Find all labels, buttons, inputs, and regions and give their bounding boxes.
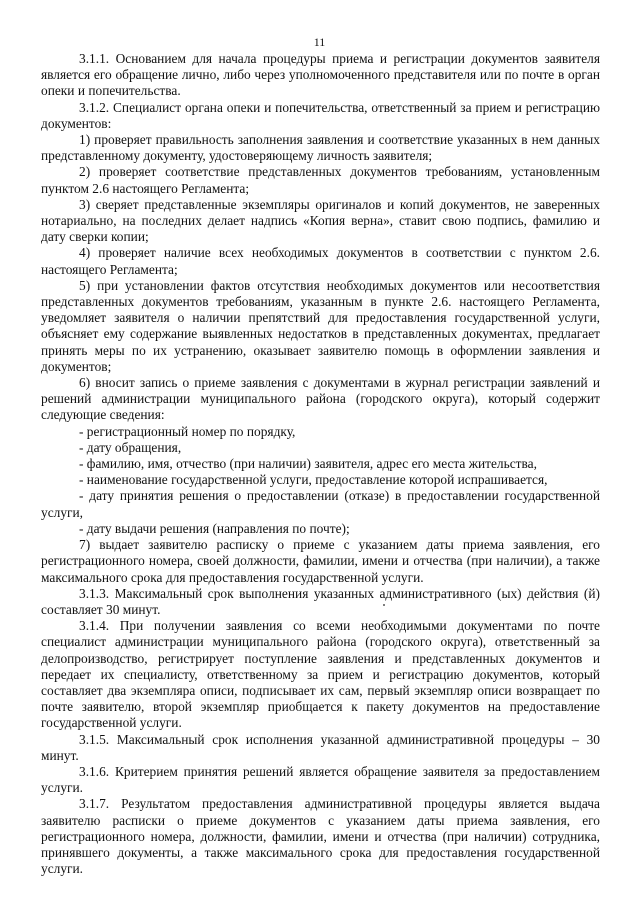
list-item-4: 4) проверяет наличие всех необходимых документов в соответствии с пунктом 2.6. настоящего Регламента; — [41, 245, 600, 277]
paragraph-3-1-2: 3.1.2. Специалист органа опеки и попечительства, ответственный за прием и регистрацию документов: — [41, 99, 600, 131]
list-item-5: 5) при установлении фактов отсутствия необходимых документов или несоответствия представленных документов требованиям, указанным в пункте 2.6. настоящего Регламента, уведомляет заявителя о наличии препятствий для предоставления государственной услуги, объясняет ему содержание выявленных недостатков в представленных документах, предлагает принять меры по их устранению, оказывает заявителю помощь в оформлении заявления и документов; — [41, 277, 600, 374]
list-item-1: 1) проверяет правильность заполнения заявления и соответствие указанных в нем данных представленному документу, удостоверяющему личность заявителя; — [41, 132, 600, 164]
page-number: 11 — [313, 35, 326, 49]
paragraph-3-1-3: 3.1.3. Максимальный срок выполнения указанных административного (ых) действия (й) составляет 30 минут. — [41, 585, 600, 617]
dash-item-request-date: - дату обращения, — [79, 439, 182, 455]
paragraph-3-1-5: 3.1.5. Максимальный срок исполнения указанной административной процедуры – 30 минут. — [41, 731, 600, 763]
paragraph-3-1-6: 3.1.6. Критерием принятия решений является обращение заявителя за предоставлением услуги. — [41, 763, 600, 796]
list-item-2: 2) проверяет соответствие представленных документов требованиям, установленным пунктом 2.6 настоящего Регламента; — [41, 164, 600, 196]
document-body — [41, 51, 600, 877]
list-item-3: 3) сверяет представленные экземпляры оригиналов и копий документов, не заверенных нотариально, на последних делает надпись «Копия верна», ставит свою подпись, фамилию и дату сверки копии; — [41, 196, 600, 245]
list-item-7: 7) выдает заявителю расписку о приеме с указанием даты приема заявления, его регистрационного номера, своей должности, фамилии, имени и отчества (при наличии), а также максимального срока для предоставления государственной услуги. — [41, 537, 600, 585]
dash-item-decision-date: - дату принятия решения о предоставлении (отказе) в предоставлении государственной услуги, — [41, 488, 600, 520]
list-item-6: 6) вносит запись о приеме заявления с документами в журнал регистрации заявлений и решений администрации муниципального района (городского округа), который содержит следующие сведения: — [41, 375, 600, 423]
dash-item-applicant-name: - фамилию, имя, отчество (при наличии) заявителя, адрес его места жительства, — [79, 456, 537, 472]
paragraph-3-1-1: 3.1.1. Основанием для начала процедуры приема и регистрации документов заявителя является его обращение лично, либо через уполномоченного представителя или по почте в орган опеки и попечительства. — [41, 51, 600, 99]
dash-item-issue-date: - дату выдачи решения (направления по почте); — [79, 520, 350, 536]
dash-item-registration-number: - регистрационный номер по порядку, — [79, 423, 296, 439]
paragraph-3-1-4: 3.1.4. При получении заявления со всеми необходимыми документами по почте специалист администрации муниципального района (городского округа), ответственный за делопроизводство, регистрирует поступление заявления и представленных документов и передает их специалисту, ответственному за прием и регистрацию документов, который составляет два экземпляра описи, подписывает их сам, первый экземпляр описи возвращает по почте заявителю, второй экземпляр приобщается к пакету документов на предоставление государственной услуги. — [41, 618, 600, 731]
paragraph-3-1-7: 3.1.7. Результатом предоставления административной процедуры является выдача заявителю расписки о приеме документов с указанием даты приема заявления, его регистрационного номера, должности, фамилии, имени и отчества (при наличии) сотрудника, принявшего документы, а также максимального срока для предоставления государственной услуги. — [41, 796, 600, 877]
scan-speck — [383, 604, 385, 606]
dash-item-service-name: - наименование государственной услуги, предоставление которой испрашивается, — [79, 472, 548, 488]
